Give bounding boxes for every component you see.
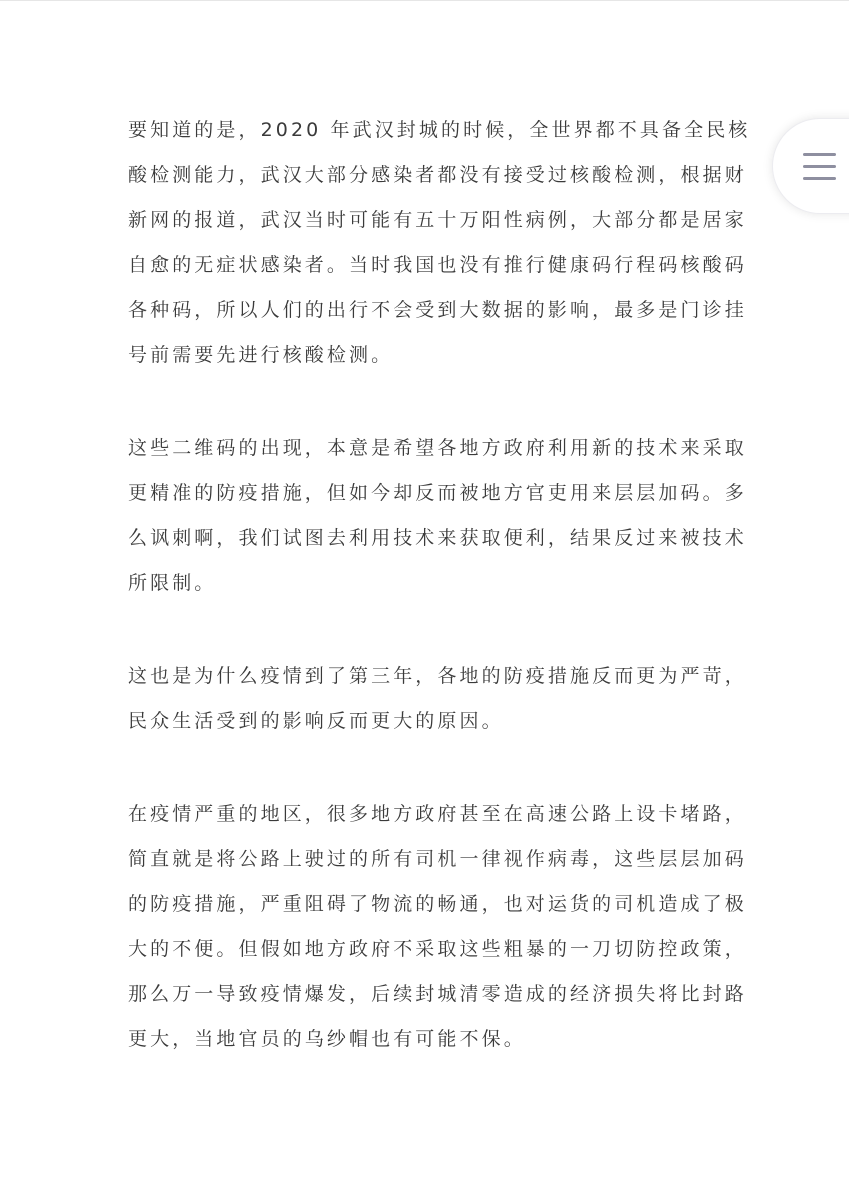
paragraph-line: 简直就是将公路上驶过的所有司机一律视作病毒，这些层层加码 [128,848,747,870]
paragraph-line: 的防疫措施，严重阻碍了物流的畅通，也对运货的司机造成了极 [128,893,747,915]
paragraph-line: 更精准的防疫措施，但如今却反而被地方官吏用来层层加码。多 [128,482,747,504]
top-divider [0,0,849,1]
paragraph-line: 民众生活受到的影响反而更大的原因。 [128,710,504,732]
paragraph-line: 各种码，所以人们的出行不会受到大数据的影响，最多是门诊挂 [128,299,747,321]
paragraph-4 [128,792,747,1062]
hamburger-menu-icon [803,165,836,168]
paragraph-line: 所限制。 [128,572,217,594]
menu-button[interactable] [772,118,849,214]
paragraph-line: 这些二维码的出现，本意是希望各地方政府利用新的技术来采取 [128,437,747,459]
paragraph-line: 更大，当地官员的乌纱帽也有可能不保。 [128,1028,526,1050]
paragraph-line: 在疫情严重的地区，很多地方政府甚至在高速公路上设卡堵路， [128,803,747,825]
hamburger-menu-icon [803,177,836,180]
paragraph-line: 要知道的是，2020 年武汉封城的时候，全世界都不具备全民核 [128,119,751,141]
paragraph-line: 这也是为什么疫情到了第三年，各地的防疫措施反而更为严苛， [128,665,747,687]
paragraph-line: 新网的报道，武汉当时可能有五十万阳性病例，大部分都是居家 [128,209,747,231]
hamburger-menu-icon [803,153,836,156]
article-body [128,108,751,1110]
paragraph-2 [128,426,747,606]
paragraph-1 [128,108,751,378]
paragraph-line: 那么万一导致疫情爆发，后续封城清零造成的经济损失将比封路 [128,983,747,1005]
paragraph-line: 么讽刺啊，我们试图去利用技术来获取便利，结果反过来被技术 [128,527,747,549]
paragraph-3 [128,654,747,744]
paragraph-line: 号前需要先进行核酸检测。 [128,344,394,366]
paragraph-line: 酸检测能力，武汉大部分感染者都没有接受过核酸检测，根据财 [128,164,747,186]
paragraph-line: 大的不便。但假如地方政府不采取这些粗暴的一刀切防控政策， [128,938,747,960]
paragraph-line: 自愈的无症状感染者。当时我国也没有推行健康码行程码核酸码 [128,254,747,276]
